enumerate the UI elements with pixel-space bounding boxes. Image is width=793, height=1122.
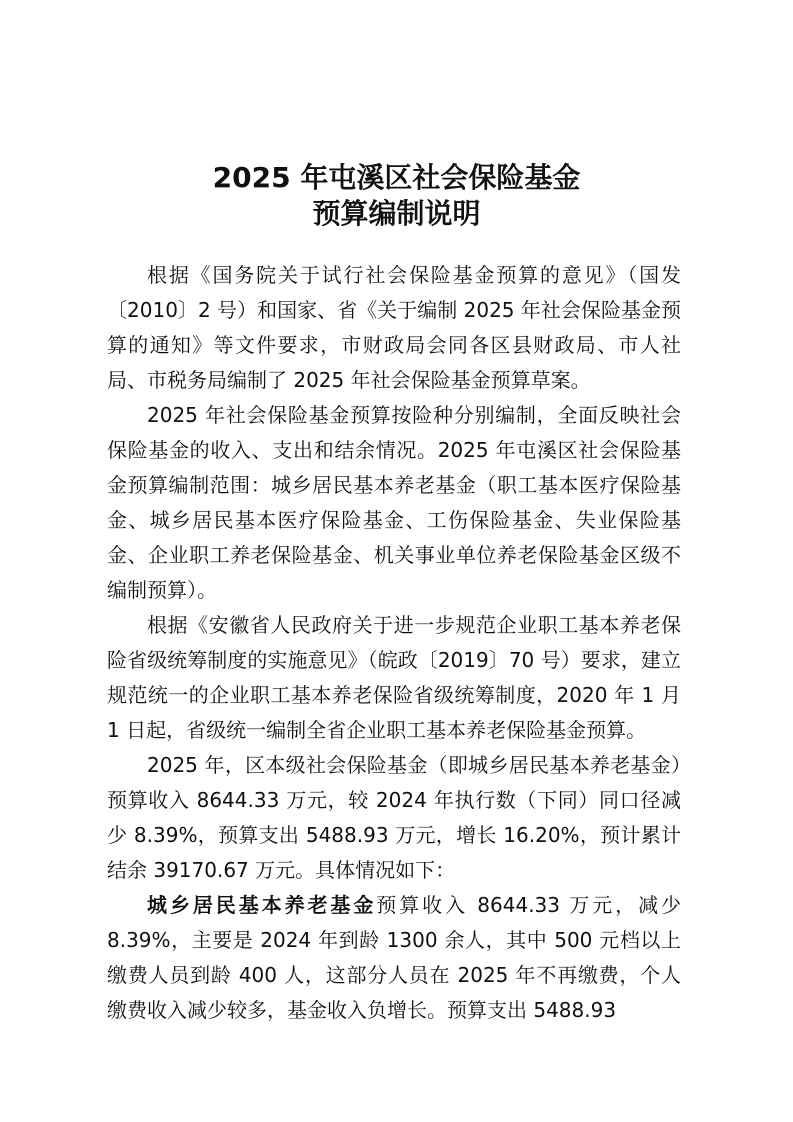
document-title-line-1: 2025 年屯溪区社会保险基金 [212,161,581,194]
paragraph-2: 2025 年社会保险基金预算按险种分别编制，全面反映社会保险基金的收入、支出和结余情况。2025 年屯溪区社会保险基金预算编制范围：城乡居民基本养老基金（职工基本医疗保险基金、城乡居民基本医疗保险基金、工伤保险基金、失业保险基金、企业职工养老保险基金、机关事业单位养老保险基金区级不编制预算）。 [107,403,681,602]
paragraph-5-text: 预算收入 8644.33 万元，减少 8.39%，主要是 2024 年到龄 1300 余人，其中 500 元档以上缴费人员到龄 400 人，这部分人员在 2025 年不再缴费，个人缴费收入减少较多，基金收入负增长。预算支出 5488.93 [107,893,682,1022]
paragraph-4: 2025 年，区本级社会保险基金（即城乡居民基本养老基金）预算收入 8644.33 万元，较 2024 年执行数（下同）同口径减少 8.39%，预算支出 5488.93 万元，增长 16.20%，预计累计结余 39170.67 万元。具体情况如下： [107,753,681,882]
document-title-line-2: 预算编制说明 [312,197,481,230]
paragraph-3: 根据《安徽省人民政府关于进一步规范企业职工基本养老保险省级统筹制度的实施意见》（皖政〔2019〕70 号）要求，建立规范统一的企业职工基本养老保险省级统筹制度，2020 年 1 月 1 日起，省级统一编制全省企业职工基本养老保险基金预算。 [107,613,681,742]
paragraph-5 [107,888,681,1028]
paragraph-1: 根据《国务院关于试行社会保险基金预算的意见》（国发〔2010〕2 号）和国家、省《关于编制 2025 年社会保险基金预算的通知》等文件要求，市财政局会同各区县财政局、市人社局、市税务局编制了 2025 年社会保险基金预算草案。 [107,263,681,392]
document-body [107,258,681,1028]
paragraph-5-bold-lead: 城乡居民基本养老基金 [147,893,377,917]
